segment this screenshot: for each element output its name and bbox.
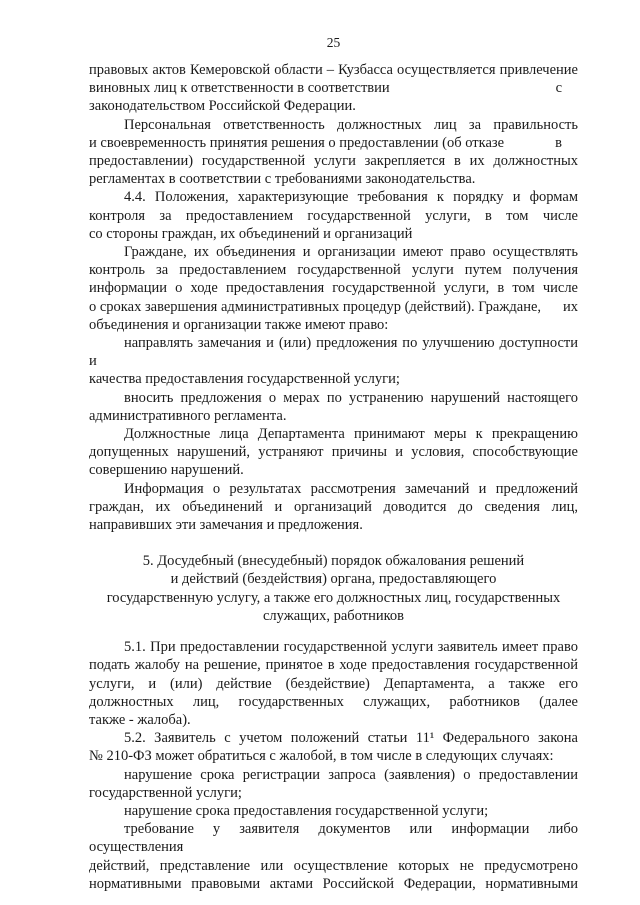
document-body: [89, 61, 578, 893]
text-line: объединения и организации также имеют право:: [89, 316, 389, 333]
text-line: 5.1. При предоставлении государственной услуги заявитель имеет право: [124, 639, 578, 656]
text-line: должностных лиц, государственных служащих, работников (далее: [89, 693, 578, 710]
text-segment: с: [555, 80, 562, 97]
text-line: административного регламента.: [89, 407, 287, 424]
text-segment: и своевременность принятия решения о предоставлении (об отказе: [89, 134, 505, 151]
paragraph: [89, 425, 578, 480]
text-line: действий, представление или осуществление которых не предусмотрено: [89, 857, 578, 874]
paragraph: [89, 802, 578, 820]
text-line: [89, 298, 578, 316]
text-line: требование у заявителя документов или информации либо осуществления: [89, 821, 578, 856]
text-line: Граждане, их объединения и организации имеют право осуществлять: [124, 244, 578, 261]
section-heading: [89, 552, 578, 625]
text-line: 4.4. Положения, характеризующие требования к порядку и формам: [124, 189, 578, 206]
text-segment: в: [555, 134, 562, 151]
text-line: услуги, и (или) действие (бездействие) Департамента, а также его: [89, 675, 578, 692]
text-line: правовых актов Кемеровской области – Кузбасса осуществляется привлечение: [89, 62, 578, 78]
text-line: Должностные лица Департамента принимают меры к прекращению: [124, 426, 578, 443]
text-line: нарушение срока регистрации запроса (заявления) о предоставлении: [124, 766, 578, 783]
text-segment: их: [562, 298, 578, 315]
paragraph: [89, 116, 578, 189]
text-line: контроль за предоставлением государственной услуги путем получения: [89, 262, 578, 279]
paragraph: [89, 729, 578, 765]
text-line: законодательством Российской Федерации.: [89, 98, 356, 115]
text-line: и действий (бездействия) органа, предоставляющего: [170, 571, 497, 588]
paragraph: [89, 766, 578, 802]
text-line: вносить предложения о мерах по устранению нарушений настоящего: [124, 389, 578, 406]
paragraph: [89, 389, 578, 425]
text-line: качества предоставления государственной услуги;: [89, 371, 400, 388]
text-line: направлять замечания и (или) предложения по улучшению доступности и: [89, 335, 578, 370]
text-line: со стороны граждан, их объединений и организаций: [89, 225, 413, 242]
text-line: информации о ходе предоставления государственной услуги, в том числе: [89, 280, 578, 297]
text-line: граждан, их объединений и организаций доводится до сведения лиц,: [89, 498, 578, 515]
text-line: Информация о результатах рассмотрения замечаний и предложений: [124, 480, 578, 497]
paragraph: [89, 820, 578, 893]
text-line: нарушение срока предоставления государственной услуги;: [124, 802, 489, 819]
page-number: 25: [326, 35, 341, 50]
text-line: контроля за предоставлением государственной услуги, в том числе: [89, 207, 578, 224]
text-segment: виновных лиц к ответственности в соответствии: [89, 80, 390, 97]
text-line: предоставлении) государственной услуги закрепляется в их должностных: [89, 153, 578, 170]
text-line: [89, 134, 578, 152]
paragraph: [89, 188, 578, 243]
text-line: нормативными правовыми актами Российской Федерации, нормативными: [89, 875, 578, 892]
paragraph: [89, 334, 578, 389]
text-segment: о сроках завершения административных процедур (действий). Граждане,: [89, 298, 542, 315]
paragraph: [89, 243, 578, 334]
paragraph: [89, 480, 578, 535]
text-line: также - жалоба).: [89, 711, 191, 728]
text-line: совершению нарушений.: [89, 462, 244, 479]
text-line: служащих, работников: [263, 607, 404, 624]
text-line: направивших эти замечания и предложения.: [89, 517, 363, 534]
text-line: допущенных нарушений, устраняют причины и условия, способствующие: [89, 444, 578, 461]
text-line: регламентах в соответствии с требованиями законодательства.: [89, 171, 476, 188]
paragraph: [89, 61, 578, 116]
text-line: подать жалобу на решение, принятое в ходе предоставления государственной: [89, 657, 578, 674]
text-line: № 210-ФЗ может обратиться с жалобой, в том числе в следующих случаях:: [89, 748, 554, 765]
text-line: 5. Досудебный (внесудебный) порядок обжалования решений: [142, 553, 525, 570]
text-line: 5.2. Заявитель с учетом положений статьи 11¹ Федерального закона: [124, 730, 578, 747]
text-line: государственную услугу, а также его должностных лиц, государственных: [106, 589, 561, 606]
paragraph: [89, 638, 578, 729]
text-line: [89, 79, 578, 97]
text-line: государственной услуги;: [89, 784, 242, 801]
text-line: Персональная ответственность должностных лиц за правильность: [124, 116, 578, 133]
